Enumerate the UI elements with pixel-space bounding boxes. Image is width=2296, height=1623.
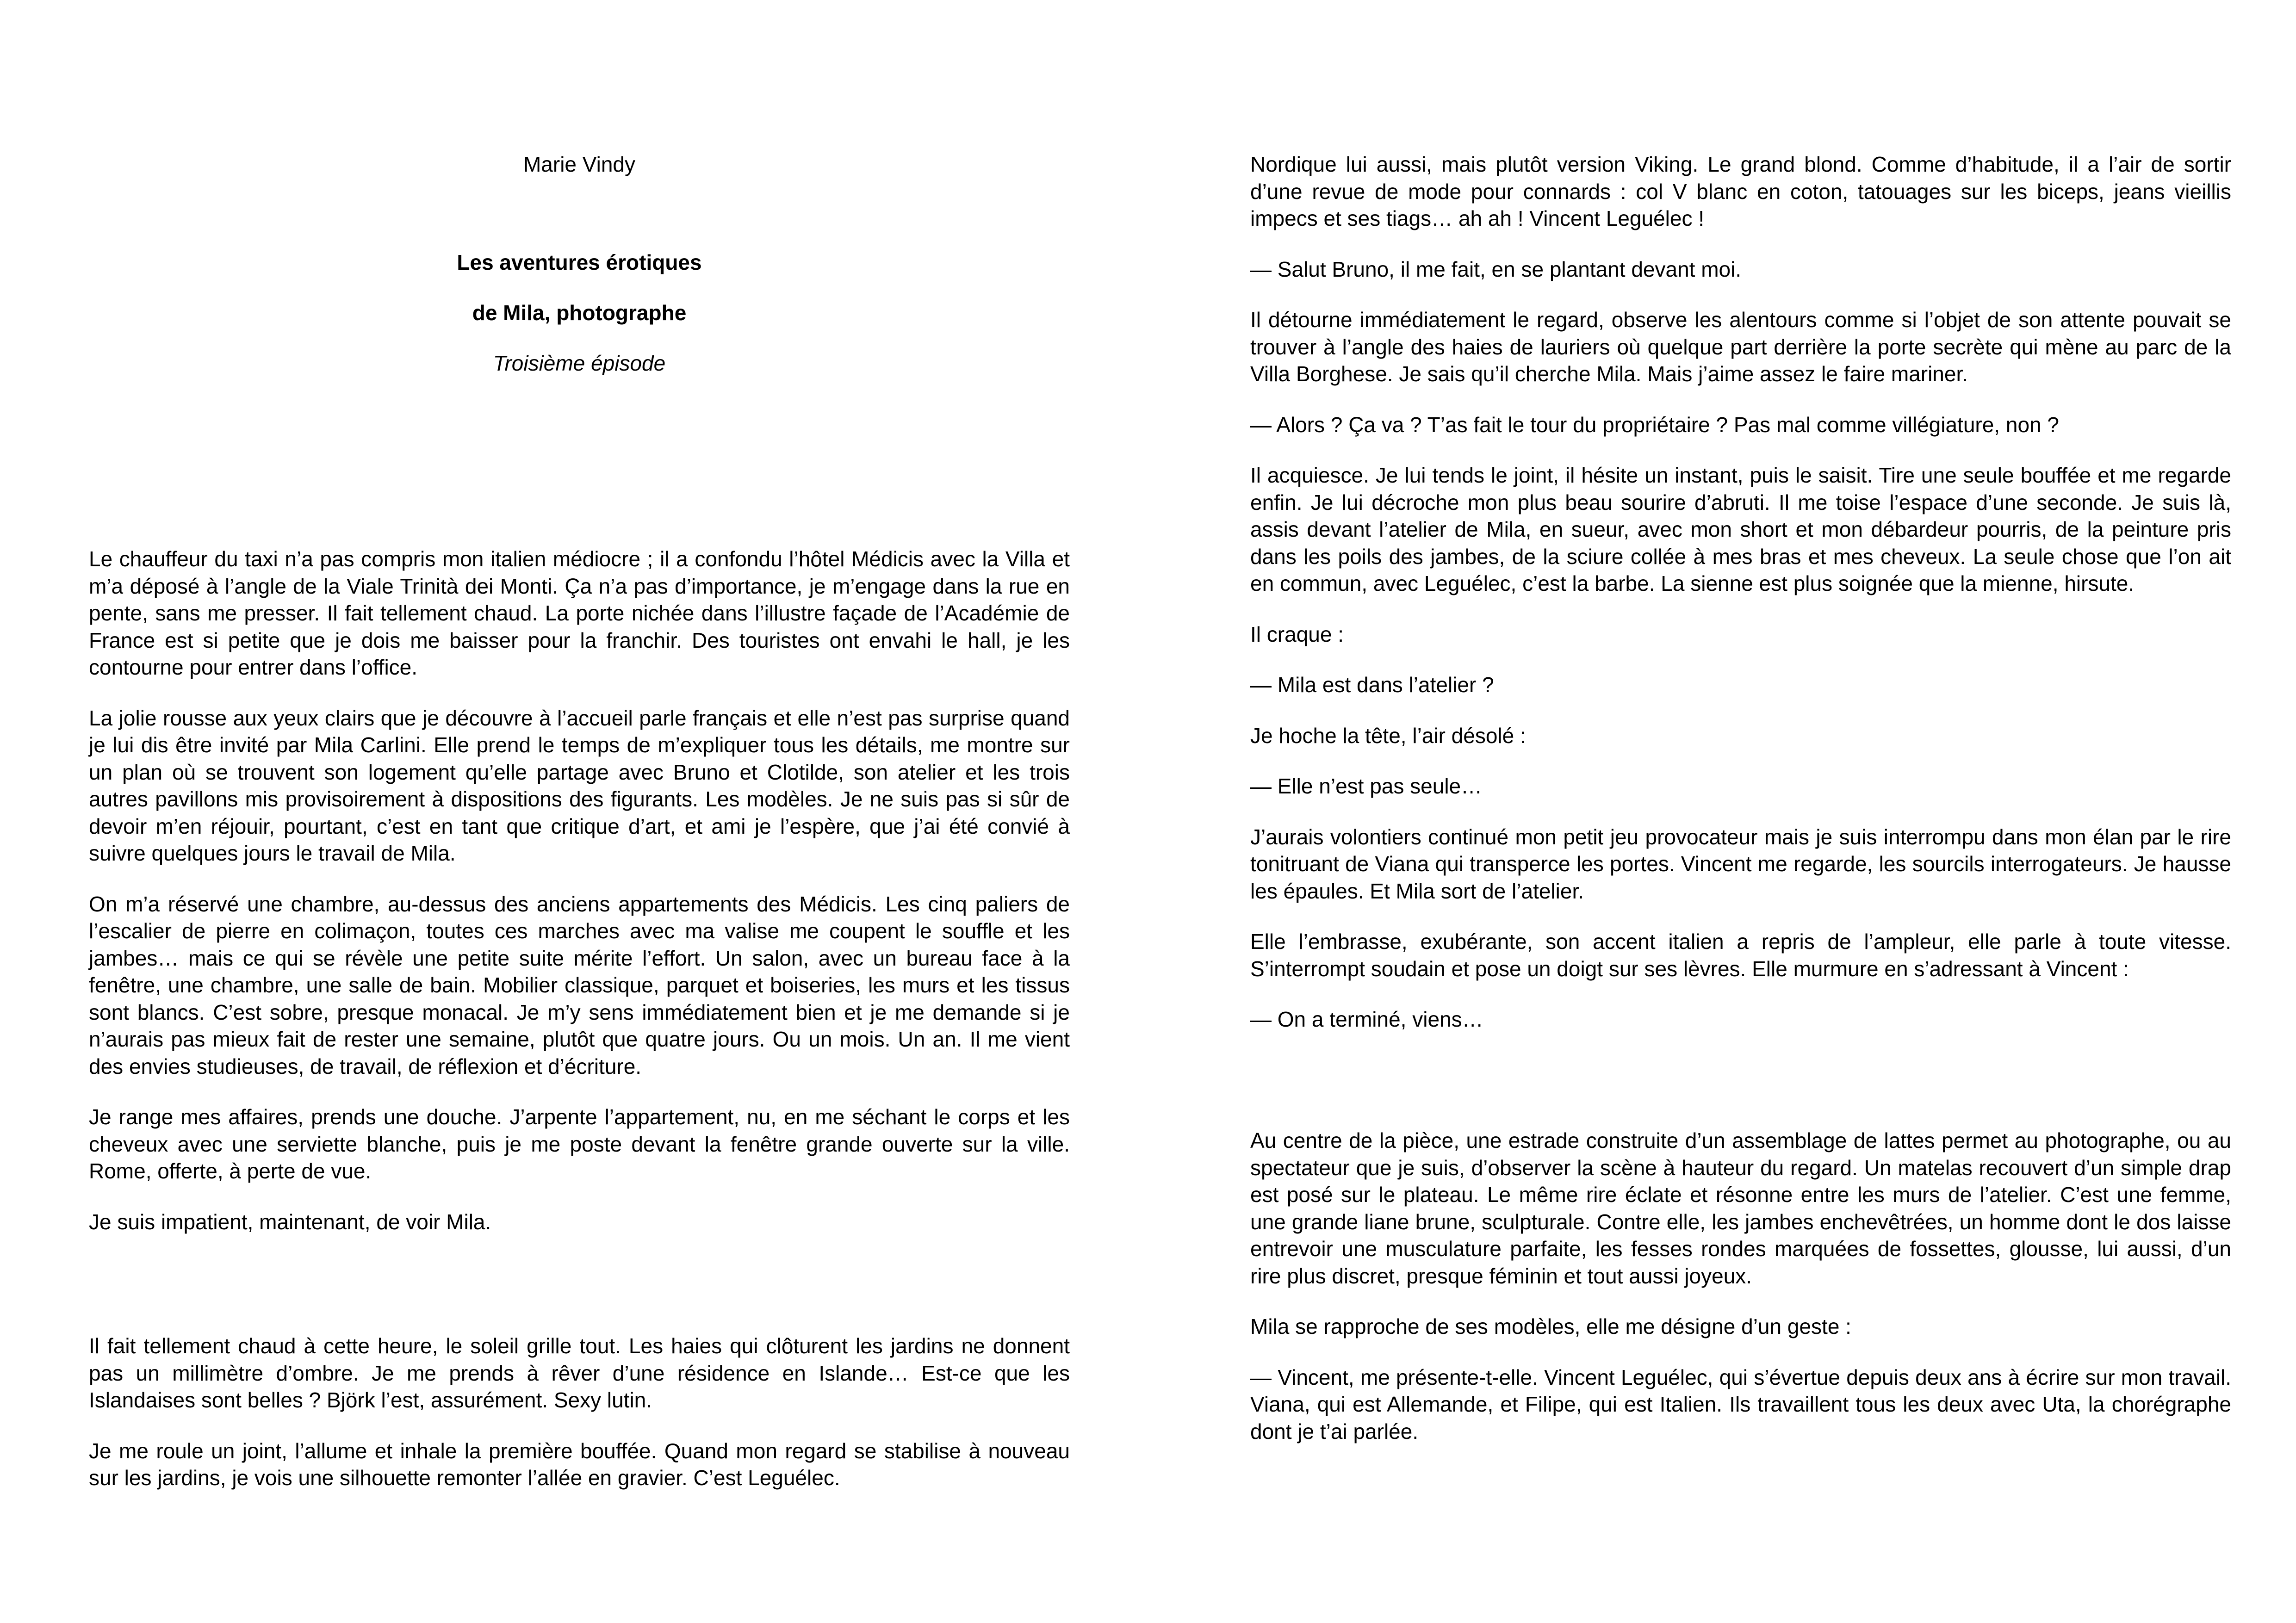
paragraph: Il acquiesce. Je lui tends le joint, il hésite un instant, puis le saisit. Tire une seule bouffée et me regarde enfin. Je lui décroche mon plus beau sourire d’abruti. Il me toise l’espace d’une seconde. Je suis là, assis devant l’atelier de Mila, en sueur, avec mon short et mon débardeur pourris, de la peinture pris dans les poils des jambes, de la sciure collée à mes bras et mes cheveux. La seule chose que l’on ait en commun, avec Leguélec, c’est la barbe. La sienne est plus soignée que la mienne, hirsute. — [1250, 463, 2231, 595]
author-name: Marie Vindy — [523, 152, 636, 176]
dialogue-line: — Mila est dans l’atelier ? — [1250, 673, 1494, 697]
paragraph: Elle l’embrasse, exubérante, son accent italien a repris de l’ampleur, elle parle à toute vitesse. S’interrompt soudain et pose un doigt sur ses lèvres. Elle murmure en s’adressant à Vincent : — [1250, 929, 2231, 981]
title-line-1: Les aventures érotiques — [457, 250, 702, 274]
paragraph: Au centre de la pièce, une estrade construite d’un assemblage de lattes permet au photographe, ou au spectateur que je suis, d’observer la scène à hauteur du regard. Un matelas recouvert d’un simple drap est posé sur le plateau. Le même rire éclate et résonne entre les murs de l’atelier. C’est une femme, une grande liane brune, sculpturale. Contre elle, les jambes enchevêtrées, un homme dont le dos laisse entrevoir une musculature parfaite, les fesses rondes marquées de fossettes, glousse, lui aussi, d’un rire plus discret, presque féminin et tout aussi joyeux. — [1250, 1128, 2231, 1288]
paragraph: Je me roule un joint, l’allume et inhale la première bouffée. Quand mon regard se stabilise à nouveau sur les jardins, je vois une silhouette remonter l’allée en gravier. C’est Leguélec. — [89, 1438, 1070, 1490]
paragraph: Il détourne immédiatement le regard, observe les alentours comme si l’objet de son attente pouvait se trouver à l’angle des haies de lauriers où quelque part derrière la porte secrète qui mène au parc de la Villa Borghese. Je sais qu’il cherche Mila. Mais j’aime assez le faire mariner. — [1250, 308, 2231, 386]
dialogue-line: — Salut Bruno, il me fait, en se plantant devant moi. — [1250, 257, 1742, 281]
paragraph: Nordique lui aussi, mais plutôt version Viking. Le grand blond. Comme d’habitude, il a l’air de sortir d’une revue de mode pour connards : col V blanc en coton, tatouages sur les biceps, jeans vieillis impecs et ses tiags… ah ah ! Vincent Leguélec ! — [1250, 152, 2231, 230]
paragraph: Je suis impatient, maintenant, de voir Mila. — [89, 1209, 491, 1234]
dialogue-line: — Alors ? Ça va ? T’as fait le tour du propriétaire ? Pas mal comme villégiature, non ? — [1250, 412, 2059, 437]
dialogue-line: — Elle n’est pas seule… — [1250, 774, 1483, 798]
right-section-1 — [1250, 151, 2231, 1033]
paragraph: J’aurais volontiers continué mon petit jeu provocateur mais je suis interrompu dans mon élan par le rire tonitruant de Viana qui transperce les portes. Vincent me regarde, les sourcils interrogateurs. Je hausse les épaules. Et Mila sort de l’atelier. — [1250, 824, 2231, 903]
paragraph: Je range mes affaires, prends une douche. J’arpente l’appartement, nu, en me séchant le corps et les cheveux avec une serviette blanche, puis je me poste devant la fenêtre grande ouverte sur la ville. Rome, offerte, à perte de vue. — [89, 1105, 1070, 1183]
paragraph: On m’a réservé une chambre, au-dessus des anciens appartements des Médicis. Les cinq paliers de l’escalier de pierre en colimaçon, toutes ces marches avec ma valise me coupent le souffle et les jambes… mais ce qui se révèle une petite suite mérite l’effort. Un salon, avec un bureau face à la fenêtre, une chambre, une salle de bain. Mobilier classique, parquet et boiseries, les murs et les tissus sont blancs. C’est sobre, presque monacal. Je m’y sens immédiatement bien et je me demande si je n’aurais pas mieux fait de rester une semaine, plutôt que quatre jours. Ou un mois. Un an. Il me vient des envies studieuses, de travail, de réflexion et d’écriture. — [89, 892, 1070, 1078]
right-section-2 — [1250, 1127, 2231, 1445]
paragraph: La jolie rousse aux yeux clairs que je découvre à l’accueil parle français et elle n’est pas surprise quand je lui dis être invité par Mila Carlini. Elle prend le temps de m’expliquer tous les détails, me montre sur un plan où se trouvent son logement qu’elle partage avec Bruno et Clotilde, son atelier et les trois autres pavillons mis provisoirement à dispositions des figurants. Les modèles. Je ne suis pas si sûr de devoir m’en réjouir, pourtant, c’est en tant que critique d’art, et ami je l’espère, que j’ai été convié à suivre quelques jours le travail de Mila. — [89, 706, 1070, 865]
left-section-2 — [89, 1332, 1070, 1492]
paragraph: Il fait tellement chaud à cette heure, le soleil grille tout. Les haies qui clôturent les jardins ne donnent pas un millimètre d’ombre. Je me prends à rêver d’une résidence en Islande… Est-ce que les Islandaises sont belles ? Björk l’est, assurément. Sexy lutin. — [89, 1334, 1070, 1412]
dialogue-line: — On a terminé, viens… — [1250, 1007, 1483, 1031]
episode-subtitle: Troisième épisode — [493, 351, 666, 375]
right-page — [1250, 0, 2231, 1623]
paragraph: Il craque : — [1250, 622, 1344, 646]
left-page — [89, 0, 1070, 1623]
title-line-2: de Mila, photographe — [472, 301, 687, 325]
paragraph: Le chauffeur du taxi n’a pas compris mon italien médiocre ; il a confondu l’hôtel Médicis avec la Villa et m’a déposé à l’angle de la Viale Trinità dei Monti. Ça n’a pas d’importance, je m’engage dans la rue en pente, sans me presser. Il fait tellement chaud. La porte nichée dans l’illustre façade de l’Académie de France est si petite que je dois me baisser pour la franchir. Des touristes ont envahi le hall, je les contourne pour entrer dans l’office. — [89, 547, 1070, 679]
paragraph: Mila se rapproche de ses modèles, elle me désigne d’un geste : — [1250, 1314, 1851, 1338]
left-section-1 — [89, 545, 1070, 1235]
paragraph: Je hoche la tête, l’air désolé : — [1250, 723, 1526, 748]
dialogue-line: — Vincent, me présente-t-elle. Vincent Leguélec, qui s’évertue depuis deux ans à écrire sur mon travail. Viana, qui est Allemande, et Filipe, qui est Italien. Ils travaillent tous les deux avec Uta, la chorégraphe dont je t’ai parlée. — [1250, 1365, 2231, 1443]
